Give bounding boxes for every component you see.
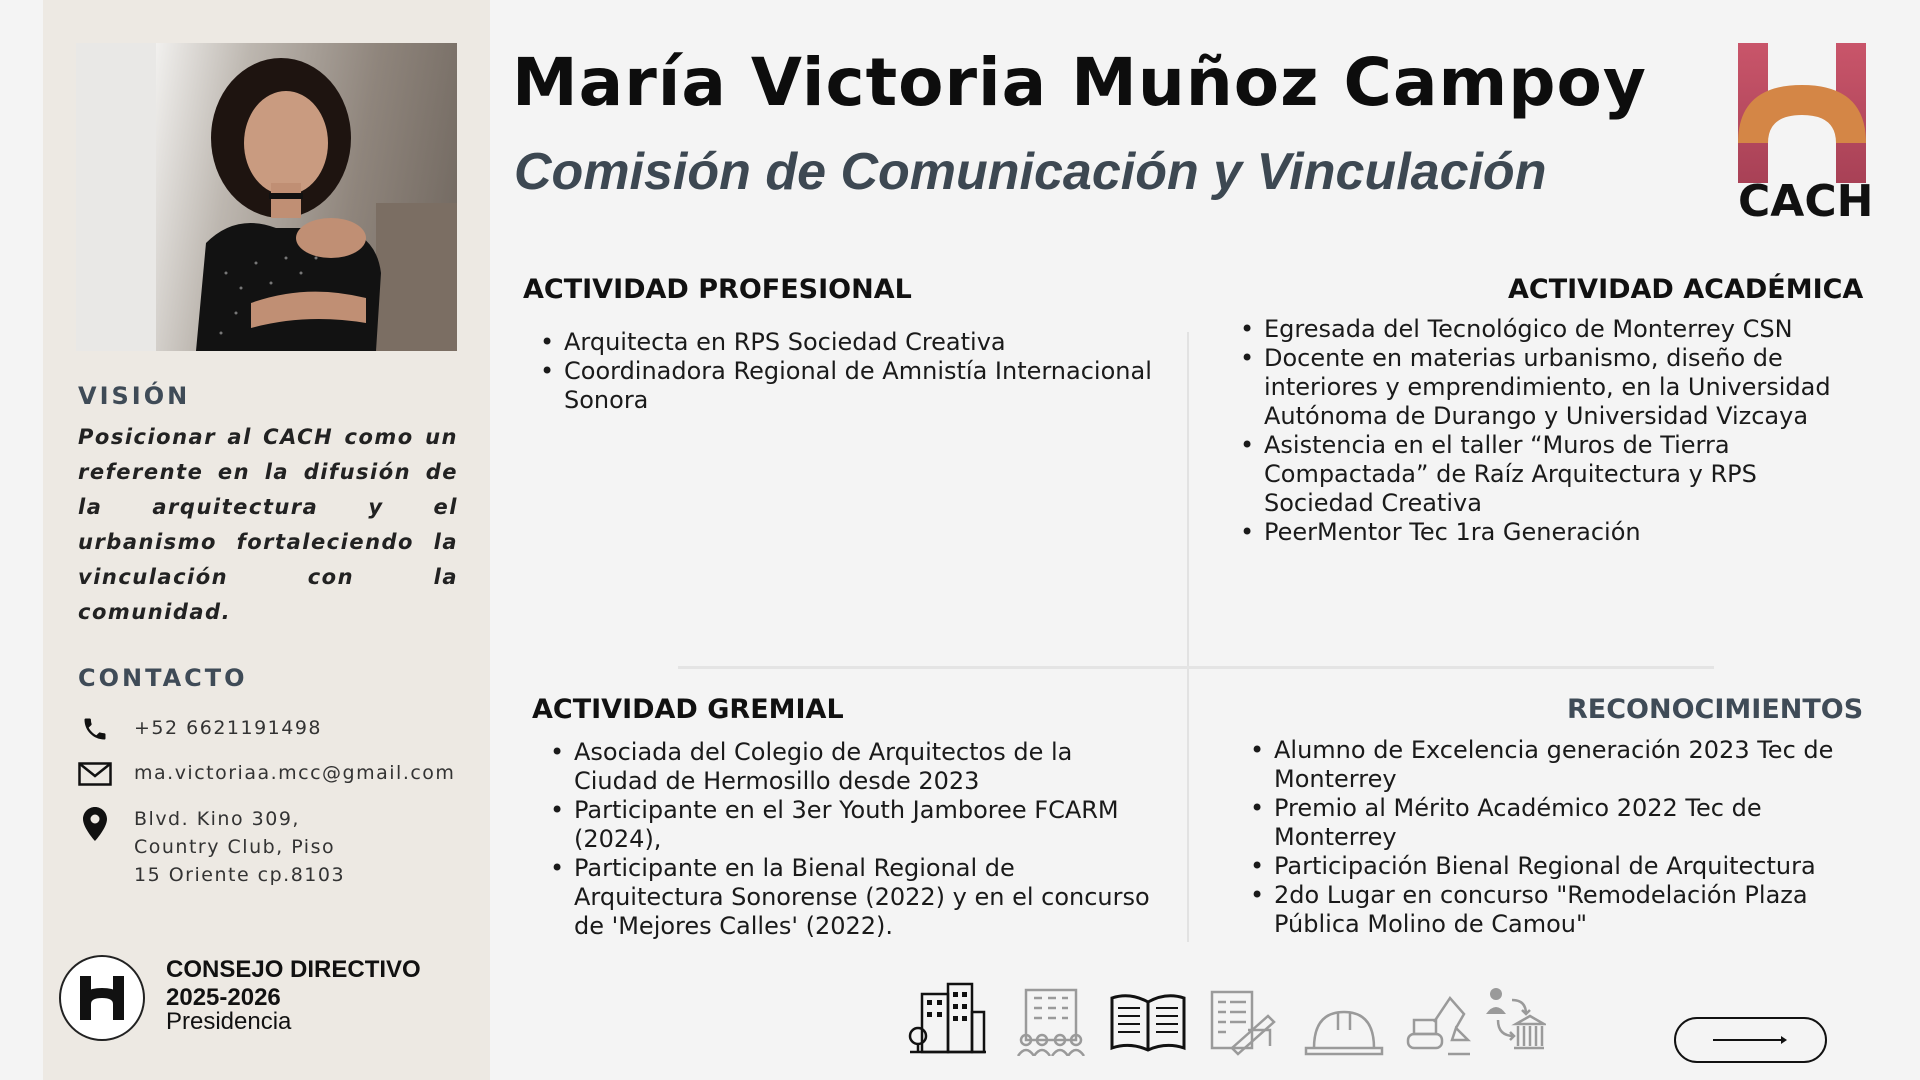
blueprint-documents-icon — [1208, 988, 1278, 1056]
list-item: • Docente en materias urbanismo, diseño de interiores y emprendimiento, en la Universidad Autónoma de Durango y Universidad Vizcaya — [1240, 344, 1840, 431]
list-item: • Premio al Mérito Académico 2022 Tec de Monterrey — [1250, 794, 1840, 852]
email-address: ma.victoriaa.mcc@gmail.com — [134, 762, 456, 784]
list-item: • Alumno de Excelencia generación 2023 Tec de Monterrey — [1250, 736, 1840, 794]
academic-activity-title: ACTIVIDAD ACADÉMICA — [1508, 274, 1864, 305]
hard-hat-icon — [1304, 1004, 1384, 1056]
list-item: • 2do Lugar en concurso "Remodelación Plaza Pública Molino de Camou" — [1250, 881, 1840, 939]
phone-icon — [78, 714, 112, 744]
professional-activity-list — [540, 328, 1180, 415]
excavator-icon — [1404, 992, 1472, 1056]
recognitions-list — [1250, 736, 1840, 939]
council-logo — [59, 955, 145, 1041]
recognitions-title: RECONOCIMIENTOS — [1567, 694, 1864, 725]
community-building-icon — [1014, 984, 1088, 1056]
list-item: • Asistencia en el taller “Muros de Tierra Compactada” de Raíz Arquitectura y RPS Sociedad Creativa — [1240, 431, 1840, 518]
arrow-right-icon — [1711, 1034, 1791, 1046]
portrait-photo — [76, 43, 457, 351]
list-item: • Arquitecta en RPS Sociedad Creativa — [540, 328, 1180, 357]
open-book-icon — [1108, 990, 1188, 1054]
commission-subtitle: Comisión de Comunicación y Vinculación — [514, 143, 1547, 201]
list-item: • PeerMentor Tec 1ra Generación — [1240, 518, 1840, 547]
council-title-line2: 2025-2026 — [166, 984, 281, 1011]
street-address: Blvd. Kino 309, Country Club, Piso 15 Oriente cp.8103 — [134, 808, 346, 886]
contact-email[interactable] — [78, 759, 455, 789]
location-pin-icon — [78, 805, 112, 843]
list-item: • Egresada del Tecnológico de Monterrey CSN — [1240, 315, 1840, 344]
vision-text: Posicionar al CACH como un referente en la difusión de la arquitectura y el urbanismo fortaleciendo la vinculación con la comunidad. — [78, 425, 458, 624]
list-item: • Asociada del Colegio de Arquitectos de la Ciudad de Hermosillo desde 2023 — [550, 738, 1150, 796]
list-item: • Participante en el 3er Youth Jamboree FCARM (2024), — [550, 796, 1150, 854]
vision-heading: VISIÓN — [78, 382, 191, 410]
guild-activity-title: ACTIVIDAD GREMIAL — [532, 694, 844, 725]
vertical-divider — [1187, 332, 1189, 942]
list-item: • Coordinadora Regional de Amnistía Internacional Sonora — [540, 357, 1180, 415]
next-button[interactable] — [1674, 1017, 1827, 1063]
cach-mini-logo-icon — [78, 974, 126, 1022]
person-name: María Victoria Muñoz Campoy — [512, 44, 1647, 121]
guild-activity-list — [550, 738, 1150, 941]
contact-address — [78, 805, 364, 889]
council-role: Presidencia — [166, 1008, 292, 1035]
contact-heading: CONTACTO — [78, 664, 248, 692]
council-title — [166, 956, 421, 1012]
portrait-illustration — [76, 43, 457, 351]
brand-name: CACH — [1738, 176, 1874, 227]
horizontal-divider — [678, 666, 1714, 669]
council-title-line1: CONSEJO DIRECTIVO — [166, 956, 421, 983]
city-buildings-icon — [908, 976, 988, 1056]
list-item: • Participante en la Bienal Regional de Arquitectura Sonorense (2022) y en el concurso de 'Mejores Calles' (2022). — [550, 854, 1150, 941]
sidebar — [43, 0, 490, 1080]
institution-exchange-icon — [1486, 986, 1546, 1056]
list-item: • Participación Bienal Regional de Arquitectura — [1250, 852, 1840, 881]
professional-activity-title: ACTIVIDAD PROFESIONAL — [523, 274, 912, 305]
contact-phone[interactable] — [78, 714, 322, 744]
phone-number: +52 6621191498 — [134, 717, 323, 739]
academic-activity-list — [1240, 315, 1840, 547]
envelope-icon — [78, 759, 112, 789]
